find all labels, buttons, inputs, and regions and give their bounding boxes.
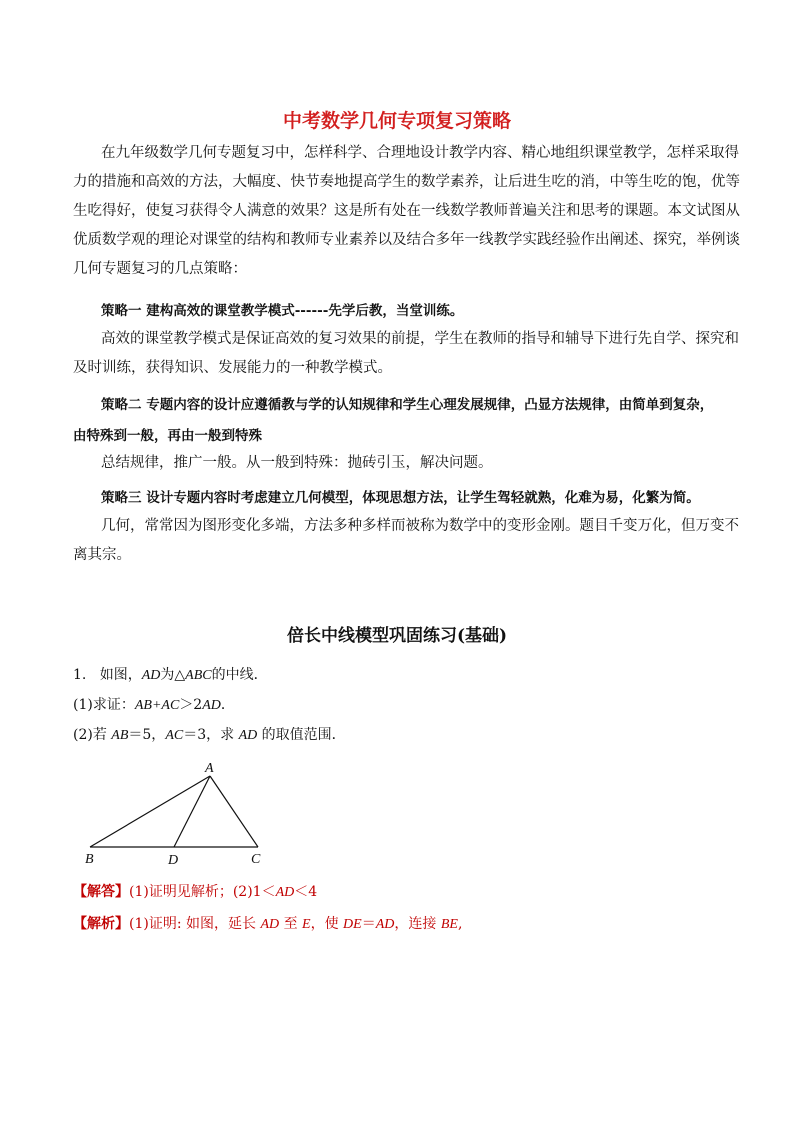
part2-text: 的取值范围． [257,727,346,743]
segment-ad: AD [202,698,221,713]
segment-ad: AD [375,917,395,932]
strategy2-body: 总结规律，推广一般。从一般到特殊：抛砖引玉，解决问题。 [101,455,493,471]
part1-expr: AB+AC [134,698,180,713]
intro-line: 优质数学观的理论对课堂的结构和教师专业素养以及结合多年一线教学实践经验作出阐述、探究，举例谈 [73,232,740,248]
segment-ad: AD [238,728,258,743]
intro-line: 力的措施和高效的方法，大幅度、快节奏地提高学生的数学素养，让后进生吃的消，中等生吃的饱，优等 [73,174,740,190]
segment-ad: AD [260,917,280,932]
intro-line: 生吃得好，使复习获得令人满意的效果？这是所有处在一线数学教师普遍关注和思考的课题。本文试图从 [73,203,740,219]
triangle-abc: ABC [185,668,212,683]
part2-text: ＝5， [128,727,166,743]
label-c: C [251,852,261,867]
strategy1-heading: 策略一 建构高效的课堂教学模式------先学后教，当堂训练。 [101,303,464,319]
strategy1-body-line: 高效的课堂教学模式是保证高效的复习效果的前提，学生在教师的指导和辅导下进行先自学、探究和 [101,331,739,347]
analysis-text: , [457,916,463,932]
segment-ab: AB [111,728,129,743]
analysis-text: 至 [279,916,303,932]
part1-text: ＞2 [179,697,203,713]
label-d: D [168,853,179,868]
analysis-text: ，使 [310,916,344,932]
segment-ad: AD [141,668,161,683]
analysis-line [73,913,462,933]
point-e: E [302,917,311,932]
exercise-subtitle: 倍长中线模型巩固练习(基础) [286,626,508,646]
strategy2-heading-line: 由特殊到一般，再由一般到特殊 [73,428,262,444]
answer-text: ＜4 [294,884,318,900]
segment-ad: AD [275,885,295,900]
analysis-text: ，连接 [394,916,441,932]
answer-tag: 【解答】 [73,884,129,900]
problem-number: 1. [73,667,87,683]
stem-text: 为△ [160,667,186,683]
analysis-tag: 【解析】 [73,916,129,932]
intro-line: 几何专题复习的几点策略： [73,261,247,277]
strategy3-body-line: 几何，常常因为图形变化多端，方法多种多样而被称为数学中的变形金刚。题目千变万化，但万变不 [101,518,739,534]
analysis-text: (1)证明: 如图，延长 [129,916,261,932]
segment-ac-line [210,776,258,847]
strategy3-heading: 策略三 设计专题内容时考虑建立几何模型，体现思想方法，让学生驾轻就熟，化难为易，化繁为简。 [101,490,700,506]
analysis-text: ＝ [361,916,376,932]
strategy1-body-line: 及时训练，获得知识、发展能力的一种教学模式。 [73,360,392,376]
intro-line: 在九年级数学几何专题复习中，怎样科学、合理地设计教学内容、精心地组织课堂教学，怎样采取得 [101,145,739,161]
triangle-figure [80,758,280,870]
document-title: 中考数学几何专项复习策略 [282,110,511,132]
stem-text: 的中线． [211,667,268,683]
label-a: A [205,761,214,776]
part2-text: ＝3，求 [183,727,239,743]
segment-de: DE [343,917,362,932]
answer-line [73,881,317,901]
problem-part2 [73,724,346,744]
answer-text: (1)证明见解析；(2)1＜ [129,884,276,900]
part1-text: (1)求证： [73,697,135,713]
strategy2-heading-line: 策略二 专题内容的设计应遵循教与学的认知规律和学生心理发展规律，凸显方法规律，由简单到复杂， [101,397,714,413]
problem-part1 [73,694,235,714]
stem-text: 如图， [99,667,142,683]
problem-stem [73,664,268,684]
segment-be: BE [440,917,458,932]
part2-text: (2)若 [73,727,112,743]
strategy3-body-line: 离其宗。 [73,547,131,563]
segment-ac: AC [165,728,184,743]
label-b: B [85,852,94,867]
part1-text: ． [220,697,235,713]
